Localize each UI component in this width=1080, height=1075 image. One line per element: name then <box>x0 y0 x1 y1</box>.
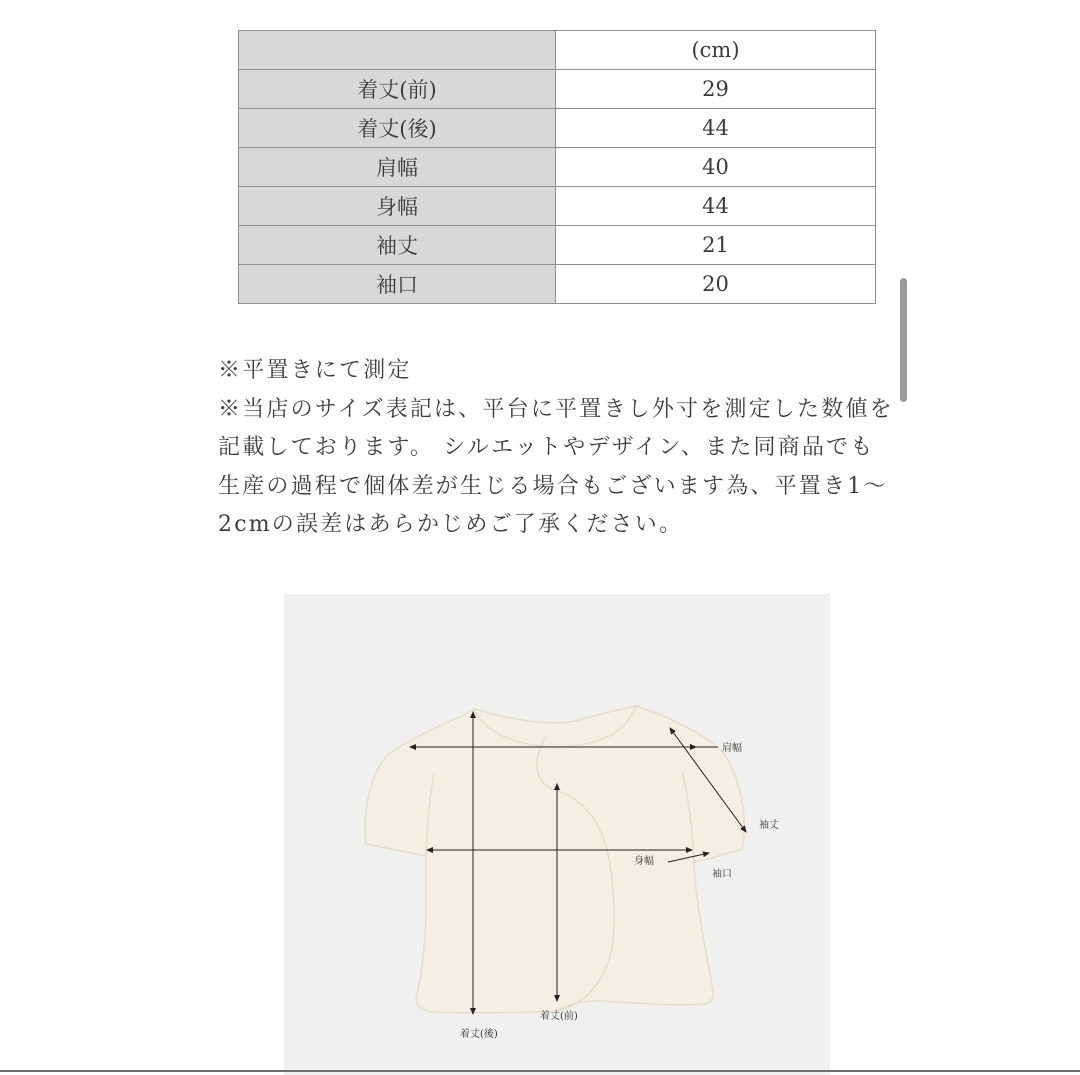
row-label: 着丈(前) <box>239 70 556 109</box>
label-sleeve-length: 袖丈 <box>759 820 779 831</box>
table-row <box>239 265 876 304</box>
table-header-row <box>239 31 876 70</box>
note-size-disclaimer: ※当店のサイズ表記は、平台に平置きし外寸を測定した数値を記載しております。 シルエットやデザイン、また同商品でも生産の過程で個体差が生じる場合もございます為、平置き1〜2cmの誤差はあらかじめご了承ください。 <box>218 396 894 537</box>
table-row <box>239 70 876 109</box>
label-shoulder: 肩幅 <box>722 743 742 754</box>
table-row <box>239 148 876 187</box>
label-length-back: 着丈(後) <box>460 1029 498 1040</box>
garment-measurement-diagram <box>284 594 830 1075</box>
row-value: 21 <box>556 226 876 265</box>
measurement-notes <box>218 352 898 545</box>
note-flat-measure: ※平置きにて測定 <box>218 358 412 383</box>
table-row <box>239 187 876 226</box>
header-unit-cell: (cm) <box>556 31 876 70</box>
size-table <box>238 30 876 304</box>
row-value: 29 <box>556 70 876 109</box>
label-length-front: 着丈(前) <box>540 1011 578 1022</box>
row-value: 20 <box>556 265 876 304</box>
row-value: 44 <box>556 187 876 226</box>
table-row <box>239 109 876 148</box>
bottom-divider <box>0 1070 1080 1072</box>
label-cuff: 袖口 <box>712 869 732 880</box>
row-label: 肩幅 <box>239 148 556 187</box>
table-row <box>239 226 876 265</box>
row-value: 40 <box>556 148 876 187</box>
scrollbar[interactable] <box>900 278 907 402</box>
header-blank-cell <box>239 31 556 70</box>
row-label: 身幅 <box>239 187 556 226</box>
row-label: 袖口 <box>239 265 556 304</box>
row-label: 着丈(後) <box>239 109 556 148</box>
row-value: 44 <box>556 109 876 148</box>
row-label: 袖丈 <box>239 226 556 265</box>
garment-diagram-svg <box>284 594 830 1075</box>
label-body-width: 身幅 <box>634 856 654 867</box>
